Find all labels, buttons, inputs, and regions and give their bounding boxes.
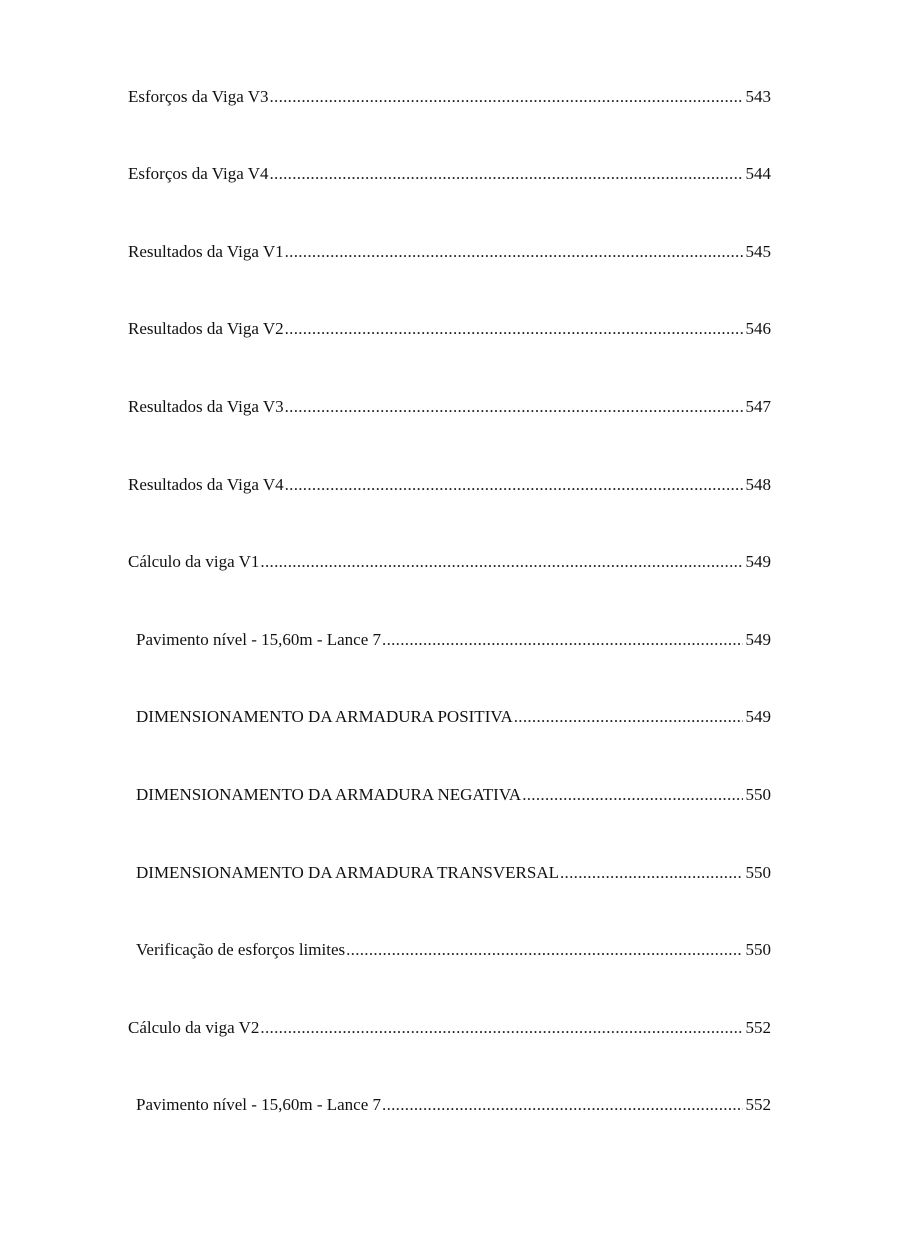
toc-entry-page-number: 548 bbox=[745, 475, 771, 494]
toc-entry-calculo-v2[interactable] bbox=[128, 1016, 771, 1040]
toc-entry-v1-esforcos-limites[interactable] bbox=[136, 938, 771, 962]
toc-entry-title: Resultados da Viga V1 bbox=[128, 242, 284, 261]
toc-entry-page-number: 544 bbox=[745, 164, 771, 183]
toc-entry-calculo-v1[interactable] bbox=[128, 550, 771, 574]
toc-entry-page-number: 552 bbox=[745, 1095, 771, 1114]
toc-entry-resultados-v1[interactable] bbox=[128, 240, 771, 264]
toc-entry-esforcos-v3[interactable] bbox=[128, 85, 771, 109]
toc-entry-title: DIMENSIONAMENTO DA ARMADURA NEGATIVA bbox=[136, 785, 522, 804]
toc-entry-page-number: 550 bbox=[745, 940, 771, 959]
toc-entry-page-number: 552 bbox=[745, 1018, 771, 1037]
toc-entry-resultados-v2[interactable] bbox=[128, 317, 771, 341]
toc-entry-page-number: 550 bbox=[745, 785, 771, 804]
toc-dot-leader bbox=[382, 1093, 742, 1117]
toc-entry-v1-pavimento[interactable] bbox=[136, 628, 771, 652]
toc-entry-title: Resultados da Viga V3 bbox=[128, 397, 284, 416]
toc-entry-title: DIMENSIONAMENTO DA ARMADURA POSITIVA bbox=[136, 707, 513, 726]
toc-dot-leader bbox=[285, 317, 743, 341]
toc-entry-page-number: 549 bbox=[745, 630, 771, 649]
toc-entry-resultados-v4[interactable] bbox=[128, 473, 771, 497]
toc-entry-page-number: 550 bbox=[745, 863, 771, 882]
toc-dot-leader bbox=[260, 550, 742, 574]
toc-dot-leader bbox=[285, 240, 743, 264]
toc-dot-leader bbox=[260, 1016, 742, 1040]
toc-entry-title: Verificação de esforços limites bbox=[136, 940, 346, 959]
toc-dot-leader bbox=[346, 938, 742, 962]
toc-entry-page-number: 549 bbox=[745, 707, 771, 726]
toc-entry-title: Esforços da Viga V4 bbox=[128, 164, 269, 183]
toc-entry-page-number: 545 bbox=[745, 242, 771, 261]
toc-dot-leader bbox=[382, 628, 742, 652]
toc-entry-title: Pavimento nível - 15,60m - Lance 7 bbox=[136, 630, 382, 649]
toc-entry-esforcos-v4[interactable] bbox=[128, 162, 771, 186]
toc-dot-leader bbox=[269, 85, 742, 109]
toc-entry-title: Esforços da Viga V3 bbox=[128, 87, 269, 106]
toc-entry-title: Pavimento nível - 15,60m - Lance 7 bbox=[136, 1095, 382, 1114]
toc-entry-title: Cálculo da viga V1 bbox=[128, 552, 260, 571]
toc-entry-v1-armadura-transversal[interactable] bbox=[136, 861, 771, 885]
toc-dot-leader bbox=[285, 473, 743, 497]
toc-entry-page-number: 546 bbox=[745, 319, 771, 338]
toc-entry-v1-armadura-negativa[interactable] bbox=[136, 783, 771, 807]
toc-entry-title: Resultados da Viga V4 bbox=[128, 475, 284, 494]
toc-dot-leader bbox=[522, 783, 742, 807]
toc-entry-v2-pavimento[interactable] bbox=[136, 1093, 771, 1117]
toc-dot-leader bbox=[285, 395, 743, 419]
toc-entry-title: DIMENSIONAMENTO DA ARMADURA TRANSVERSAL bbox=[136, 863, 559, 882]
toc-entry-page-number: 549 bbox=[745, 552, 771, 571]
toc-entry-title: Resultados da Viga V2 bbox=[128, 319, 284, 338]
toc-entry-page-number: 547 bbox=[745, 397, 771, 416]
toc-dot-leader bbox=[269, 162, 742, 186]
toc-dot-leader bbox=[560, 861, 743, 885]
toc-dot-leader bbox=[514, 705, 743, 729]
toc-entry-v1-armadura-positiva[interactable] bbox=[136, 705, 771, 729]
toc-entry-title: Cálculo da viga V2 bbox=[128, 1018, 260, 1037]
toc-entry-page-number: 543 bbox=[745, 87, 771, 106]
toc-entry-resultados-v3[interactable] bbox=[128, 395, 771, 419]
